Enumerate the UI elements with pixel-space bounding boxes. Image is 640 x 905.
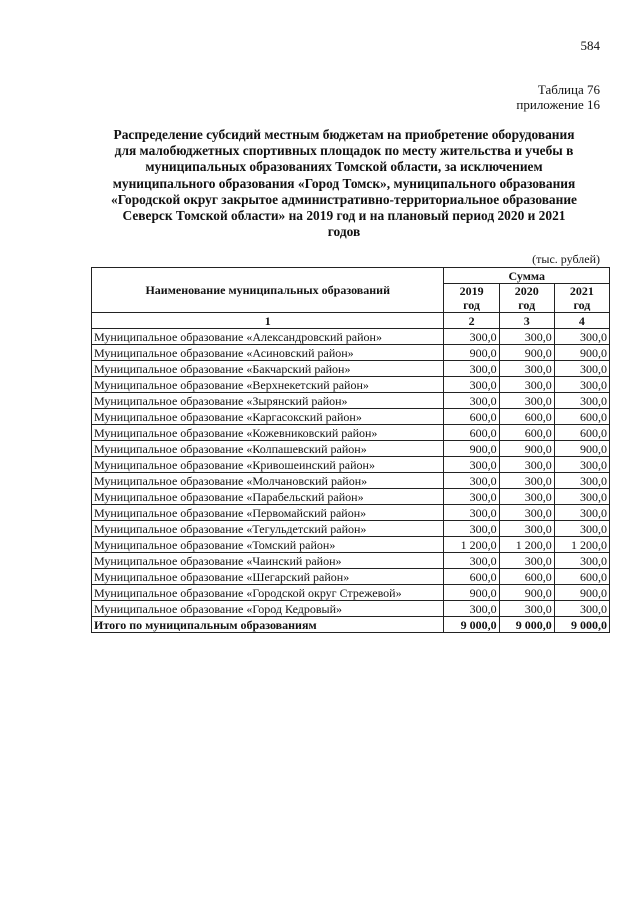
municipality-name: Муниципальное образование «Зырянский район» bbox=[92, 393, 444, 409]
municipality-name: Муниципальное образование «Шегарский район» bbox=[92, 569, 444, 585]
value-2019: 300,0 bbox=[444, 457, 499, 473]
value-2019: 900,0 bbox=[444, 585, 499, 601]
table-row bbox=[92, 601, 610, 617]
year-unit: год bbox=[518, 298, 536, 312]
header-sum: Сумма bbox=[444, 268, 610, 284]
value-2019: 300,0 bbox=[444, 505, 499, 521]
value-2021: 900,0 bbox=[554, 585, 609, 601]
table-row bbox=[92, 377, 610, 393]
value-2019: 300,0 bbox=[444, 521, 499, 537]
value-2019: 300,0 bbox=[444, 553, 499, 569]
value-2020: 300,0 bbox=[499, 553, 554, 569]
table-row bbox=[92, 473, 610, 489]
subsidies-table bbox=[91, 267, 610, 633]
units-note: (тыс. рублей) bbox=[532, 252, 600, 266]
year-label: 2020 bbox=[514, 284, 539, 298]
value-2021: 300,0 bbox=[554, 521, 609, 537]
value-2019: 1 200,0 bbox=[444, 537, 499, 553]
value-2021: 900,0 bbox=[554, 345, 609, 361]
value-2020: 900,0 bbox=[499, 345, 554, 361]
year-unit: год bbox=[573, 298, 591, 312]
value-2020: 300,0 bbox=[499, 489, 554, 505]
municipality-name: Муниципальное образование «Верхнекетский район» bbox=[92, 377, 444, 393]
table-label bbox=[516, 82, 600, 112]
municipality-name: Муниципальное образование «Кожевниковский район» bbox=[92, 425, 444, 441]
table-row bbox=[92, 393, 610, 409]
value-2020: 300,0 bbox=[499, 393, 554, 409]
value-2021: 1 200,0 bbox=[554, 537, 609, 553]
document-title bbox=[84, 127, 604, 240]
table-row bbox=[92, 521, 610, 537]
table-row bbox=[92, 361, 610, 377]
appendix-label: приложение 16 bbox=[516, 97, 600, 112]
table-row bbox=[92, 425, 610, 441]
col-number: 3 bbox=[499, 313, 554, 329]
value-2020: 300,0 bbox=[499, 521, 554, 537]
value-2019: 300,0 bbox=[444, 393, 499, 409]
value-2019: 300,0 bbox=[444, 489, 499, 505]
municipality-name: Муниципальное образование «Каргасокский район» bbox=[92, 409, 444, 425]
table-body bbox=[92, 329, 610, 617]
title-line: «Городской округ закрытое административно-территориальное образование bbox=[111, 191, 577, 207]
municipality-name: Муниципальное образование «Городской округ Стрежевой» bbox=[92, 585, 444, 601]
value-2021: 300,0 bbox=[554, 361, 609, 377]
value-2021: 600,0 bbox=[554, 425, 609, 441]
table-row bbox=[92, 569, 610, 585]
table-row bbox=[92, 329, 610, 345]
value-2021: 300,0 bbox=[554, 393, 609, 409]
table-row bbox=[92, 345, 610, 361]
municipality-name: Муниципальное образование «Томский район» bbox=[92, 537, 444, 553]
municipality-name: Муниципальное образование «Кривошеинский район» bbox=[92, 457, 444, 473]
value-2019: 600,0 bbox=[444, 425, 499, 441]
year-label: 2019 bbox=[459, 284, 484, 298]
municipality-name: Муниципальное образование «Асиновский район» bbox=[92, 345, 444, 361]
title-line: годов bbox=[327, 224, 361, 240]
municipality-name: Муниципальное образование «Город Кедровый» bbox=[92, 601, 444, 617]
value-2020: 300,0 bbox=[499, 457, 554, 473]
value-2020: 300,0 bbox=[499, 329, 554, 345]
title-line: муниципальных образованиях Томской области, за исключением bbox=[145, 159, 543, 175]
header-year-2020 bbox=[499, 284, 554, 313]
total-2020: 9 000,0 bbox=[499, 617, 554, 633]
value-2020: 300,0 bbox=[499, 361, 554, 377]
value-2021: 300,0 bbox=[554, 601, 609, 617]
value-2021: 300,0 bbox=[554, 457, 609, 473]
municipality-name: Муниципальное образование «Парабельский район» bbox=[92, 489, 444, 505]
title-line: муниципального образования «Город Томск», муниципального образования bbox=[112, 175, 576, 191]
municipality-name: Муниципальное образование «Колпашевский район» bbox=[92, 441, 444, 457]
col-number: 1 bbox=[92, 313, 444, 329]
header-name: Наименование муниципальных образований bbox=[92, 268, 444, 313]
title-line: Распределение субсидий местным бюджетам на приобретение оборудования bbox=[113, 127, 575, 142]
value-2020: 600,0 bbox=[499, 569, 554, 585]
value-2021: 300,0 bbox=[554, 505, 609, 521]
year-unit: год bbox=[463, 298, 480, 312]
col-number: 2 bbox=[444, 313, 499, 329]
table-label-number: Таблица 76 bbox=[537, 82, 600, 97]
col-number: 4 bbox=[554, 313, 609, 329]
value-2020: 300,0 bbox=[499, 473, 554, 489]
municipality-name: Муниципальное образование «Молчановский район» bbox=[92, 473, 444, 489]
value-2019: 600,0 bbox=[444, 409, 499, 425]
table-row bbox=[92, 441, 610, 457]
municipality-name: Муниципальное образование «Тегульдетский район» bbox=[92, 521, 444, 537]
title-line: для малобюджетных спортивных площадок по месту жительства и учебы в bbox=[114, 143, 574, 159]
value-2021: 600,0 bbox=[554, 569, 609, 585]
header-year-2021 bbox=[554, 284, 609, 313]
year-label: 2021 bbox=[569, 284, 594, 298]
municipality-name: Муниципальное образование «Бакчарский район» bbox=[92, 361, 444, 377]
value-2019: 300,0 bbox=[444, 361, 499, 377]
value-2021: 300,0 bbox=[554, 489, 609, 505]
table-row bbox=[92, 489, 610, 505]
total-2021: 9 000,0 bbox=[554, 617, 609, 633]
header-year-2019 bbox=[444, 284, 499, 313]
value-2019: 300,0 bbox=[444, 601, 499, 617]
table-row bbox=[92, 457, 610, 473]
page-number: 584 bbox=[580, 38, 600, 53]
value-2020: 1 200,0 bbox=[499, 537, 554, 553]
value-2020: 600,0 bbox=[499, 425, 554, 441]
value-2019: 900,0 bbox=[444, 441, 499, 457]
table-row bbox=[92, 409, 610, 425]
title-line: Северск Томской области» на 2019 год и на плановый период 2020 и 2021 bbox=[122, 208, 566, 224]
value-2020: 900,0 bbox=[499, 585, 554, 601]
municipality-name: Муниципальное образование «Первомайский район» bbox=[92, 505, 444, 521]
municipality-name: Муниципальное образование «Чаинский район» bbox=[92, 553, 444, 569]
total-row bbox=[92, 617, 610, 633]
value-2021: 300,0 bbox=[554, 377, 609, 393]
value-2021: 300,0 bbox=[554, 553, 609, 569]
table-row bbox=[92, 505, 610, 521]
value-2021: 300,0 bbox=[554, 329, 609, 345]
table-row bbox=[92, 537, 610, 553]
value-2021: 900,0 bbox=[554, 441, 609, 457]
value-2019: 300,0 bbox=[444, 473, 499, 489]
value-2020: 300,0 bbox=[499, 377, 554, 393]
table-row bbox=[92, 553, 610, 569]
value-2019: 900,0 bbox=[444, 345, 499, 361]
table-row bbox=[92, 585, 610, 601]
value-2020: 300,0 bbox=[499, 505, 554, 521]
value-2020: 900,0 bbox=[499, 441, 554, 457]
municipality-name: Муниципальное образование «Александровский район» bbox=[92, 329, 444, 345]
value-2019: 300,0 bbox=[444, 329, 499, 345]
value-2021: 300,0 bbox=[554, 473, 609, 489]
value-2019: 600,0 bbox=[444, 569, 499, 585]
total-name: Итого по муниципальным образованиям bbox=[92, 617, 444, 633]
value-2019: 300,0 bbox=[444, 377, 499, 393]
total-2019: 9 000,0 bbox=[444, 617, 499, 633]
value-2020: 600,0 bbox=[499, 409, 554, 425]
value-2021: 600,0 bbox=[554, 409, 609, 425]
value-2020: 300,0 bbox=[499, 601, 554, 617]
